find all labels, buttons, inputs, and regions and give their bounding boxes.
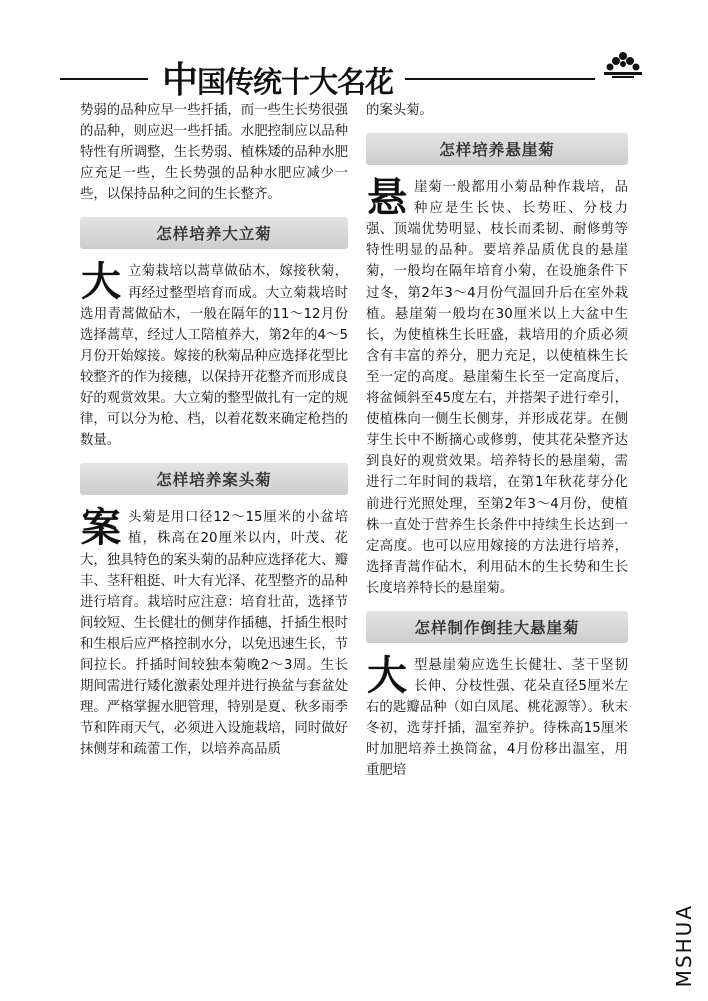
- section-body-dalijv: [80, 261, 348, 451]
- continued-paragraph: 势弱的品种应早一些扦插，而一些生长势很强的品种，则应迟一些扦插。水肥控制应以品种特性有所调整，生长势弱、植株矮的品种水肥应充足一些，生长势强的品种水肥应减少一些，以保持品种之间的生长整齐。: [80, 103, 348, 203]
- header-rule-right: [405, 78, 595, 80]
- right-column: [366, 100, 628, 782]
- watermark: MSHUA: [672, 903, 696, 987]
- section-text: 崖菊一般都用小菊品种作栽培，品种应是生长快、长势旺、分枝力强、顶端优势明显、枝长而柔韧、耐修剪等特性明显的品种。要培养品质优良的悬崖菊，一般均在隔年培育小菊，在设施条件下过冬，第2年3～4月份气温回升后在室外栽植。悬崖菊一般均在30厘米以上大盆中生长，为使植株生长旺盛，栽培用的介质必须含有丰富的养分，肥力充足，以使植株生长至一定的高度。悬崖菊生长至一定高度后，将盆倾斜至45度左右，并搭架子进行牵引，使植株向一侧生长侧芽，并形成花芽。在侧芽生长中不断摘心或修剪，使其花朵整齐达到良好的观赏效果。培养特长的悬崖菊，需进行二年时间的栽培，在第1年秋花芽分化前进行光照处理，至第2年3～4月份，使植株一直处于营养生长条件中持续生长达到一定高度。也可以应用嫁接的方法进行培养，选择青蒿作砧木，利用砧木的生长势和生长长度培养特长的悬崖菊。: [366, 180, 628, 596]
- section-heading-daogua: 怎样制作倒挂大悬崖菊: [366, 611, 628, 643]
- drop-cap: 大: [81, 259, 121, 306]
- drop-cap: 案: [81, 505, 121, 552]
- drop-cap: 大: [367, 652, 407, 699]
- continued-paragraph: 的案头菊。: [366, 103, 433, 118]
- section-body-xuanyaju: [366, 177, 628, 599]
- section-body-antouju: [80, 507, 348, 760]
- section-heading-xuanyaju: 怎样培养悬崖菊: [366, 133, 628, 165]
- page-header: [60, 40, 660, 102]
- section-body-daogua: [366, 652, 628, 782]
- drop-cap: 悬: [367, 175, 407, 222]
- flower-ornament-icon: [600, 48, 646, 82]
- section-heading-antouju: 怎样培养案头菊: [80, 463, 348, 495]
- header-rule-left: [60, 78, 148, 80]
- page-title-big-char: 中: [162, 60, 198, 101]
- page-title-rest: 国传统十大名花: [197, 65, 394, 99]
- page-title: [162, 52, 393, 103]
- section-text: 型悬崖菊应选生长健壮、茎干坚韧长伸、分枝性强、花朵直径5厘米左右的匙瓣品种（如白凤尾、桃花源等）。秋末冬初，选芽扦插，温室养护。待株高15厘米时加肥培养土换筒盆，4月份移出温室，用重肥培: [366, 657, 628, 779]
- section-text: 立菊栽培以蒿草做砧木，嫁接秋菊，再经过整型培育而成。大立菊栽培时选用青蒿做砧木，一般在隔年的11～12月份选择蒿草，经过人工陪植养大，第2年的4～5月份开始嫁接。嫁接的秋菊品种应选择花型比较整齐的作为接穗，以保持开花整齐而形成良好的观赏效果。大立菊的整型做扎有一定的规律，可以分为枪、档，以着花数来确定枪挡的数量。: [80, 264, 348, 449]
- left-column: [80, 100, 348, 760]
- section-text: 头菊是用口径12～15厘米的小盆培植，株高在20厘米以内，叶茂、花大，独具特色的案头菊的品种应选择花大、瓣丰、茎秆粗挺、叶大有光泽、花型整齐的品种进行培育。栽培时应注意：培育壮苗，选择节间较短、生长健壮的侧芽作插穗，扦插生根时和生根后应严格控制水分，以免迅速生长，节间拉长。扦插时间较独本菊晚2～3周。生长期间需进行矮化激素处理并进行换盆与套盆处理。严格掌握水肥管理，特别是夏、秋多雨季节和阵雨天气，必须进入设施栽培，同时做好抹侧芽和疏蕾工作，以培养高品质: [80, 510, 348, 758]
- section-heading-dalijv: 怎样培养大立菊: [80, 217, 348, 249]
